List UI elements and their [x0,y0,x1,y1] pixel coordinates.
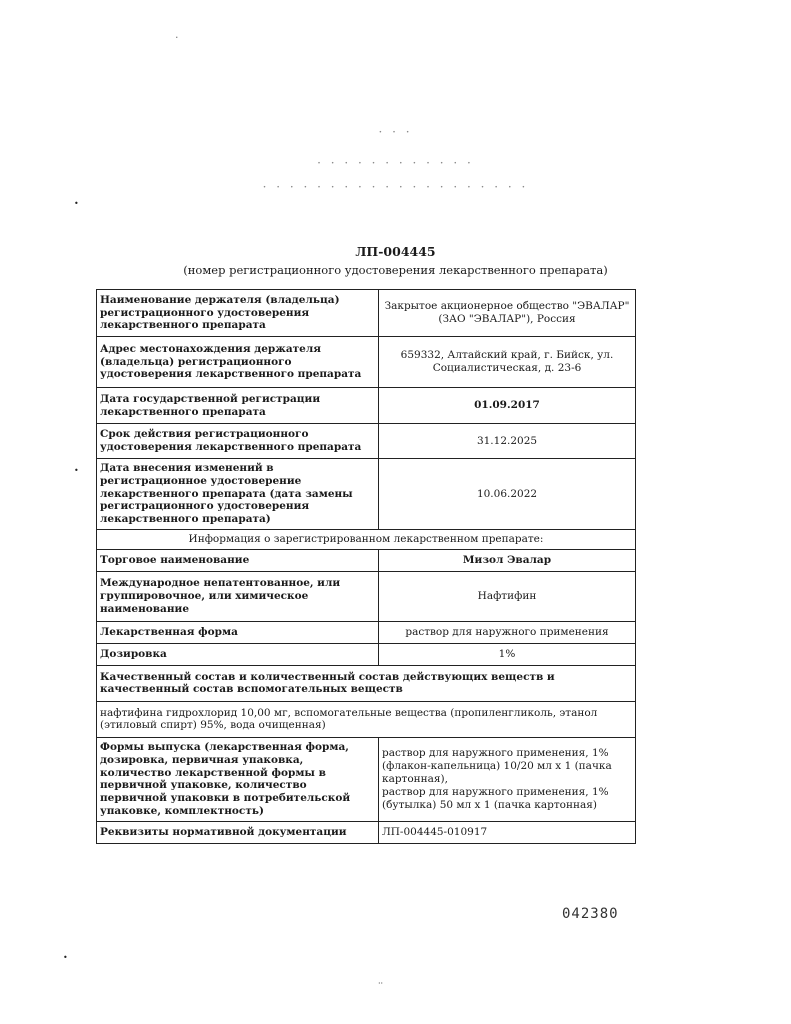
release-forms-label: Формы выпуска (лекарственная форма, дозировка, первичная упаковка, количество лекарственной формы в первичной упаковке, количество первичной упаковки в потребительской упаковке, комплектность) [97,737,379,821]
scan-artifact: ·· [378,979,384,988]
row-label: Адрес местонахождения держателя (владельца) регистрационного удостоверения лекарственного препарата [97,337,379,388]
trade-name-value: Мизол Эвалар [379,549,636,571]
composition-value: нафтифина гидрохлорид 10,00 мг, вспомогательные вещества (пропиленгликоль, этанол (этиловый спирт) 95%, вода очищенная) [97,701,636,737]
row-value: 31.12.2025 [379,424,636,459]
registration-table [96,289,636,844]
row-label: Дата государственной регистрации лекарственного препарата [97,388,379,424]
row-label: Срок действия регистрационного удостоверения лекарственного препарата [97,424,379,459]
table-row [97,290,636,337]
table-row [97,643,636,665]
bleed-through-text: · · · · · · · · · · · · [317,156,474,170]
release-forms-value [379,737,636,821]
registration-number-caption: (номер регистрационного удостоверения лекарственного препарата) [183,263,608,277]
row-value: 01.09.2017 [379,388,636,424]
dosage-form-label: Лекарственная форма [97,621,379,643]
row-value: Закрытое акционерное общество "ЭВАЛАР" (ЗАО "ЭВАЛАР"), Россия [379,290,636,337]
bleed-through-text: · · · · · · · · · · · · · · · · · · · · [262,180,529,194]
table-row [97,821,636,843]
dosage-label: Дозировка [97,643,379,665]
table-row [97,701,636,737]
table-row [97,549,636,571]
bleed-through-text: · · · [378,125,413,139]
table-row [97,388,636,424]
table-row [97,621,636,643]
inn-label: Международное непатентованное, или группировочное, или химическое наименование [97,571,379,621]
row-label: Дата внесения изменений в регистрационное удостоверение лекарственного препарата (дата замены регистрационного удостоверения лекарственного препарата) [97,459,379,530]
scan-artifact: • [63,953,68,962]
row-label: Наименование держателя (владельца) регистрационного удостоверения лекарственного препарата [97,290,379,337]
normative-doc-label: Реквизиты нормативной документации [97,821,379,843]
row-value: 659332, Алтайский край, г. Бийск, ул. Социалистическая, д. 23-6 [379,337,636,388]
info-section-header: Информация о зарегистрированном лекарственном препарате: [97,529,636,549]
document-stamp-number: 042380 [562,906,619,922]
table-row [97,737,636,821]
dosage-value: 1% [379,643,636,665]
row-value: 10.06.2022 [379,459,636,530]
scan-artifact: . [175,28,181,41]
table-row [97,424,636,459]
table-row [97,665,636,701]
release-form-1: раствор для наружного применения, 1% (флакон-капельница) 10/20 мл x 1 (пачка картонная), [382,747,612,785]
trade-name-label: Торговое наименование [97,549,379,571]
release-form-2: раствор для наружного применения, 1% (бутылка) 50 мл x 1 (пачка картонная) [382,785,609,811]
normative-doc-value: ЛП-004445-010917 [379,821,636,843]
dosage-form-value: раствор для наружного применения [379,621,636,643]
composition-label: Качественный состав и количественный состав действующих веществ и качественный состав вспомогательных веществ [97,665,636,701]
scan-artifact: • [74,199,79,208]
inn-value: Нафтифин [379,571,636,621]
scan-artifact: • [74,466,79,475]
table-row [97,529,636,549]
table-row [97,337,636,388]
registration-number: ЛП-004445 [355,244,436,259]
table-row [97,571,636,621]
table-row [97,459,636,530]
